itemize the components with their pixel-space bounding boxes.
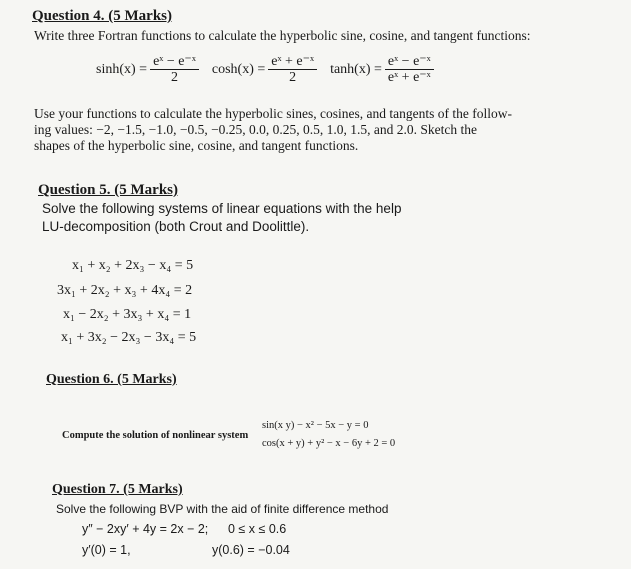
- question-7-heading: Question 7. (5 Marks): [52, 482, 183, 497]
- question-4-intro: Write three Fortran functions to calculate the hyperbolic sine, cosine, and tangent functions:: [34, 28, 531, 43]
- cosh-fraction: [268, 54, 317, 85]
- bvp-domain: 0 ≤ x ≤ 0.6: [228, 522, 287, 536]
- cosh-numerator: eˣ + e⁻ˣ: [268, 54, 317, 70]
- question-4-heading: Question 4. (5 Marks): [32, 8, 172, 24]
- tanh-fraction: [385, 54, 434, 85]
- cosh-lhs: cosh(x) =: [211, 61, 266, 77]
- sinh-denominator: 2: [170, 70, 178, 85]
- tanh-lhs: tanh(x) =: [330, 61, 382, 77]
- question-5-heading: Question 5. (5 Marks): [38, 182, 178, 198]
- question-7-line1: Solve the following BVP with the aid of finite difference method: [56, 502, 389, 516]
- sinh-fraction: [150, 54, 199, 85]
- question-4-body-line3: shapes of the hyperbolic sine, cosine, and tangent functions.: [34, 138, 359, 153]
- tanh-numerator: eˣ − e⁻ˣ: [385, 54, 434, 70]
- sinh-numerator: eˣ − e⁻ˣ: [150, 54, 199, 70]
- linear-equation-4: x₁ + 3x₂ − 2x₃ − 3x₄ = 5: [61, 330, 197, 345]
- question-6-prompt: Compute the solution of nonlinear system: [62, 430, 249, 441]
- sinh-lhs: sinh(x) =: [96, 61, 148, 77]
- hyperbolic-formulas: [96, 54, 437, 85]
- linear-equation-1: x₁ + x₂ + 2x₃ − x₄ = 5: [72, 258, 194, 273]
- question-6-heading: Question 6. (5 Marks): [46, 372, 177, 387]
- bvp-boundary-condition-1: y′(0) = 1,: [82, 543, 131, 557]
- cosh-denominator: 2: [289, 70, 297, 85]
- question-4-body-line1: Use your functions to calculate the hyperbolic sines, cosines, and tangents of the follow-: [34, 106, 512, 121]
- tanh-denominator: eˣ + e⁻ˣ: [387, 70, 431, 85]
- nonlinear-equation-1: sin(x y) − x² − 5x − y = 0: [262, 420, 369, 431]
- linear-equation-2: 3x₁ + 2x₂ + x₃ + 4x₄ = 2: [57, 283, 193, 298]
- question-5-line1: Solve the following systems of linear equations with the help: [42, 201, 402, 216]
- bvp-boundary-condition-2: y(0.6) = −0.04: [212, 543, 290, 557]
- linear-equation-3: x₁ − 2x₂ + 3x₃ + x₄ = 1: [63, 307, 192, 322]
- question-5-line2: LU-decomposition (both Crout and Doolittle).: [42, 219, 310, 234]
- nonlinear-equation-2: cos(x + y) + y² − x − 6y + 2 = 0: [262, 438, 396, 449]
- bvp-ode: y″ − 2xy′ + 4y = 2x − 2;: [82, 522, 209, 536]
- question-4-body-line2: ing values: −2, −1.5, −1.0, −0.5, −0.25, 0.0, 0.25, 0.5, 1.0, 1.5, and 2.0. Sketch the: [34, 122, 478, 137]
